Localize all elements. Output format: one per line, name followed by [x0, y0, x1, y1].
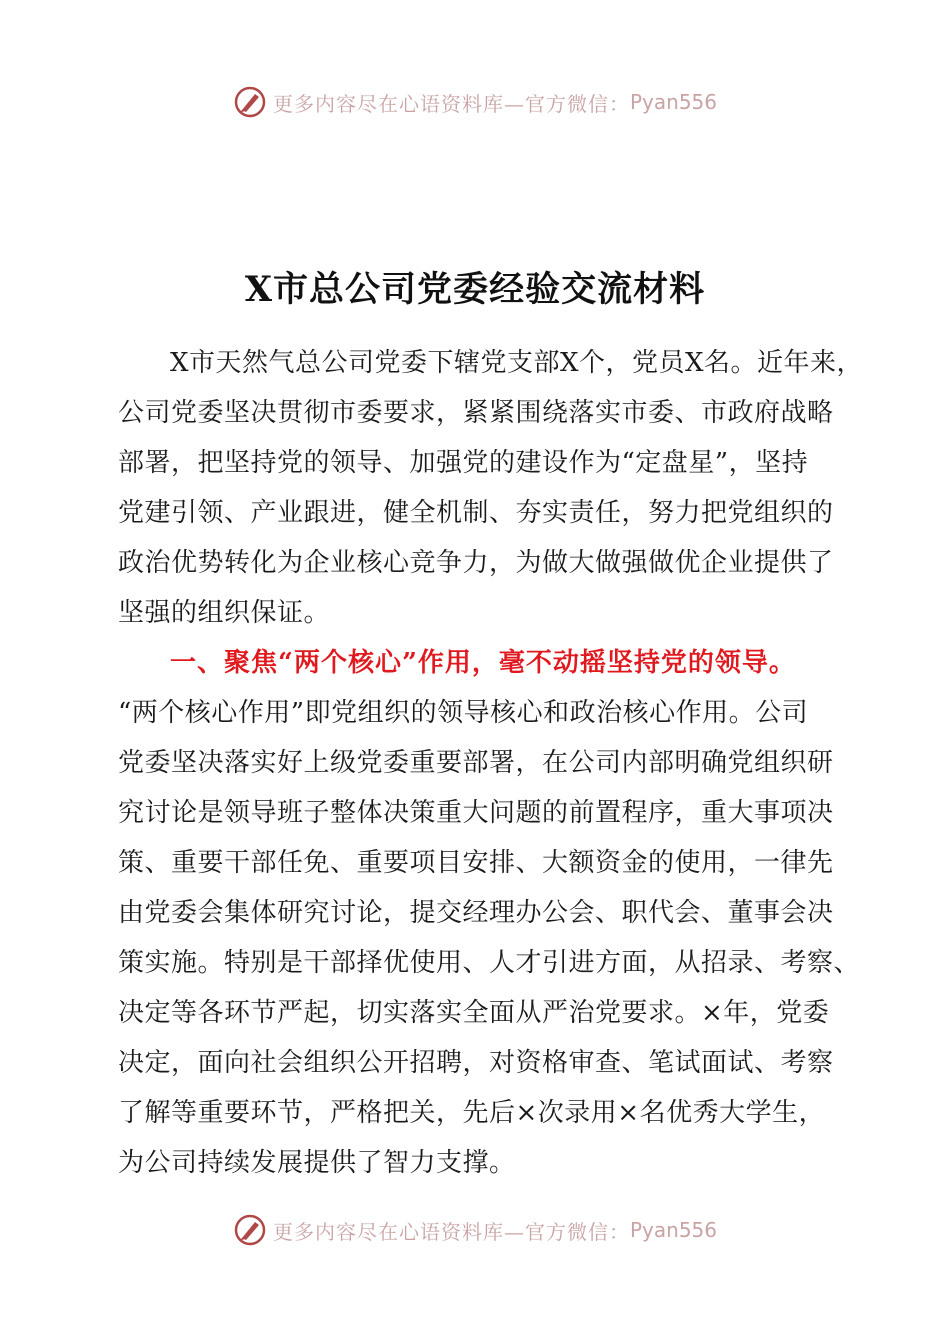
paragraph-line: 部署，把坚持党的领导、加强党的建设作为“定盘星”，坚持 — [118, 448, 809, 478]
watermark-text: 更多内容尽在心语资料库—官方微信： — [272, 91, 630, 116]
pen-logo-icon — [233, 85, 267, 119]
document-title: X市总公司党委经验交流材料 — [244, 269, 706, 310]
paragraph-line: 策实施。特别是干部择优使用、人才引进方面，从招录、考察、 — [118, 948, 861, 978]
paragraph-line: X市天然气总公司党委下辖党支部X个，党员X名。近年来， — [170, 348, 864, 378]
paragraph-line: 由党委会集体研究讨论，提交经理办公会、职代会、董事会决 — [118, 898, 834, 928]
paragraph-line: 政治优势转化为企业核心竞争力，为做大做强做优企业提供了 — [118, 548, 834, 578]
paragraph-line: 党建引领、产业跟进，健全机制、夯实责任，努力把党组织的 — [118, 498, 834, 528]
paragraph-line: 决定等各环节严起，切实落实全面从严治党要求。×年，党委 — [118, 998, 830, 1028]
watermark-id: Pyan556 — [629, 90, 717, 114]
paragraph-line: 党委坚决落实好上级党委重要部署，在公司内部明确党组织研 — [118, 748, 834, 778]
paragraph-line: 了解等重要环节，严格把关，先后×次录用×名优秀大学生， — [118, 1098, 826, 1128]
paragraph-line: 决定，面向社会组织公开招聘，对资格审查、笔试面试、考察 — [118, 1048, 834, 1078]
header-watermark — [0, 82, 950, 122]
watermark-id: Pyan556 — [629, 1218, 717, 1242]
section-heading: 一、聚焦“两个核心”作用，毫不动摇坚持党的领导。 — [170, 648, 796, 678]
paragraph-line: 究讨论是领导班子整体决策重大问题的前置程序，重大事项决 — [118, 798, 834, 828]
paragraph-line: 公司党委坚决贯彻市委要求，紧紧围绕落实市委、市政府战略 — [118, 398, 834, 428]
paragraph-line: “两个核心作用”即党组织的领导核心和政治核心作用。公司 — [118, 698, 809, 728]
pen-logo-icon — [233, 1213, 267, 1247]
paragraph-line: 策、重要干部任免、重要项目安排、大额资金的使用，一律先 — [118, 848, 834, 878]
paragraph-line: 为公司持续发展提供了智力支撑。 — [118, 1148, 516, 1178]
watermark-text: 更多内容尽在心语资料库—官方微信： — [272, 1219, 630, 1244]
paragraph-line: 坚强的组织保证。 — [118, 598, 331, 628]
footer-watermark — [0, 1210, 950, 1250]
